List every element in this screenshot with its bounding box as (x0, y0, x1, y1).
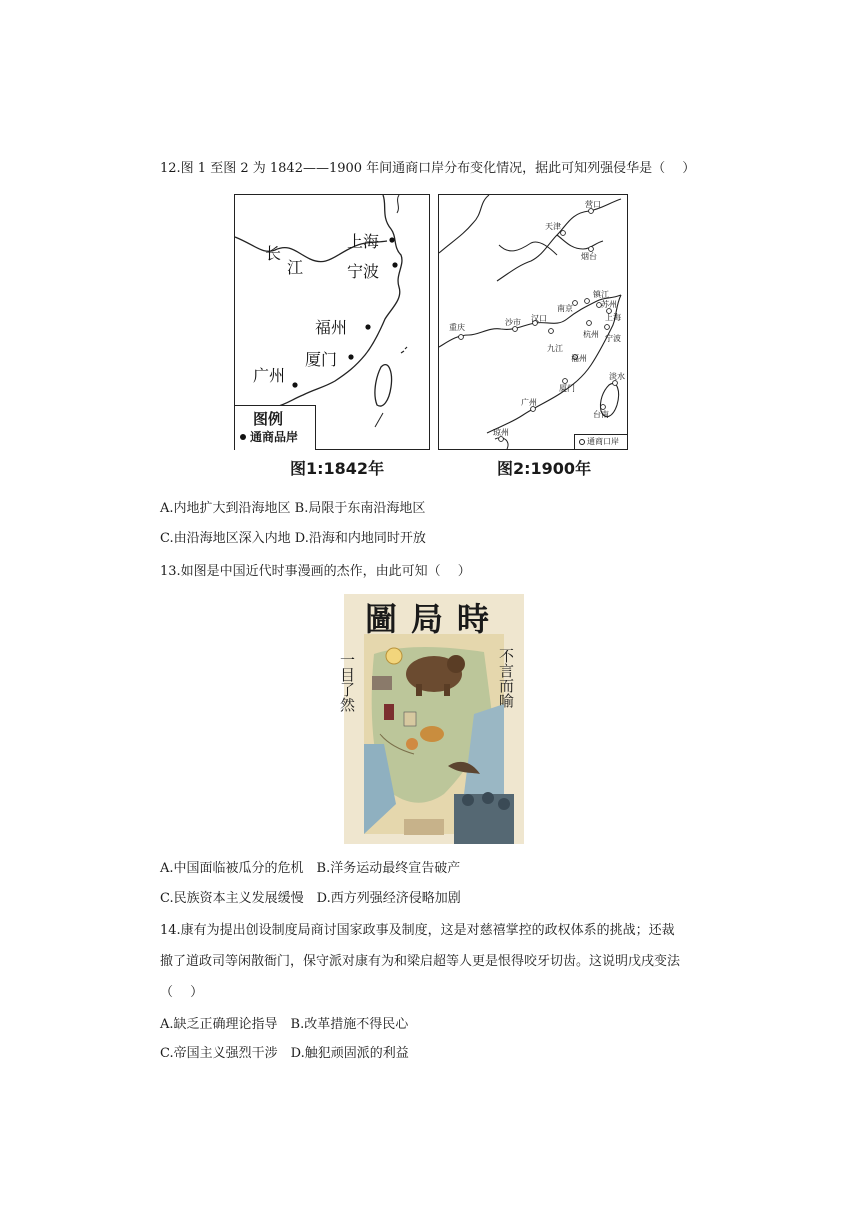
map2-label-guangzhou: 广州 (521, 398, 537, 407)
port-dot-shanghai (389, 237, 394, 242)
map2-label-nanjing: 南京 (557, 304, 573, 313)
legend-circle-icon (579, 439, 585, 445)
map2-label-danshui: 淡水 (609, 372, 625, 381)
question-14-stem-line-1: 14.康有为提出创设制度局商讨国家政事及制度，这是对慈禧掌控的政权体系的挑战；还裁 (160, 923, 675, 938)
yangtze-river-1900 (439, 295, 621, 347)
question-13-option-line-2: C.民族资本主义发展缓慢 D.西方列强经济侵略加剧 (160, 891, 461, 906)
map2-label-suzhou: 苏州 (601, 300, 617, 309)
cartoon-poster (338, 594, 524, 844)
legend-title: 图例 (253, 410, 284, 428)
map2-caption: 图2:1900年 (497, 459, 592, 478)
taiwan-island (375, 365, 392, 406)
poster-left-text: 一目了然 (338, 652, 356, 712)
map2-legend (574, 434, 627, 449)
map1-label-ningbo: 宁波 (347, 262, 380, 281)
poster-title: 圖局時 (364, 600, 503, 638)
map2-label-yantai: 烟台 (581, 252, 597, 261)
map1-label-guangzhou: 广州 (253, 366, 286, 385)
question-14-stem-line-3: （ ） (160, 985, 204, 1000)
legend-item: 通商品岸 (250, 430, 299, 444)
map2-label-zhenjiang: 镇江 (593, 290, 609, 299)
map2-label-shashi: 沙市 (505, 318, 521, 327)
question-13-option-line-1: A.中国面临被瓜分的危机 B.洋务运动最终宣告破产 (160, 861, 461, 876)
question-12-option-line-1: A.内地扩大到沿海地区 B.局限于东南沿海地区 (160, 501, 426, 516)
map2-label-xiamen: 厦门 (559, 384, 575, 393)
port-dot-guangzhou (292, 382, 297, 387)
map1-label-chang: 长 (265, 244, 282, 263)
map1-label-fuzhou: 福州 (315, 318, 348, 337)
question-13-stem: 13.如图是中国近代时事漫画的杰作，由此可知（ ） (160, 564, 471, 579)
port-dot-xiamen (348, 354, 353, 359)
map2-label-shanghai: 上海 (605, 313, 621, 322)
map-1900 (438, 194, 628, 450)
map1-label-shanghai: 上海 (347, 232, 380, 251)
map2-legend-item: 通商口岸 (587, 437, 619, 446)
map2-label-jiujiang: 九江 (547, 344, 563, 353)
port-dot-fuzhou (365, 324, 370, 329)
map2-label-ningbo: 宁波 (605, 334, 621, 343)
map1-label-jiang: 江 (287, 258, 304, 277)
map1-caption: 图1:1842年 (290, 459, 385, 478)
map2-label-chongqing: 重庆 (449, 323, 465, 332)
legend-dot-icon (240, 434, 246, 440)
question-14-stem-line-2: 撤了道政司等闲散衙门，保守派对康有为和梁启超等人更是恨得咬牙切齿。这说明戊戌变法 (160, 954, 681, 969)
question-12-option-line-2: C.由沿海地区深入内地 D.沿海和内地同时开放 (160, 531, 426, 546)
map2-label-tianjin: 天津 (545, 222, 561, 231)
question-14-option-line-2: C.帝国主义强烈干涉 D.触犯顽固派的利益 (160, 1046, 409, 1061)
map-1842 (234, 194, 430, 450)
map1-label-xiamen: 厦门 (305, 350, 338, 369)
map2-label-fuzhou: 福州 (571, 354, 587, 363)
map2-label-tainan: 台南 (593, 410, 609, 419)
question-12-stem: 12.图 1 至图 2 为 1842——1900 年间通商口岸分布变化情况，据此可知列强侵华是（ ） (160, 161, 696, 176)
map2-label-hangzhou: 杭州 (583, 330, 599, 339)
port-dot-ningbo (392, 262, 397, 267)
map2-label-yingkou: 营口 (585, 200, 601, 209)
map1-legend (235, 405, 316, 450)
question-14-option-line-1: A.缺乏正确理论指导 B.改革措施不得民心 (160, 1017, 409, 1032)
map2-label-qiongzhou: 琼州 (493, 428, 509, 437)
poster-right-text: 不言而喻 (497, 648, 515, 708)
map2-label-hankou: 汉口 (531, 314, 547, 323)
coastline (275, 195, 402, 407)
